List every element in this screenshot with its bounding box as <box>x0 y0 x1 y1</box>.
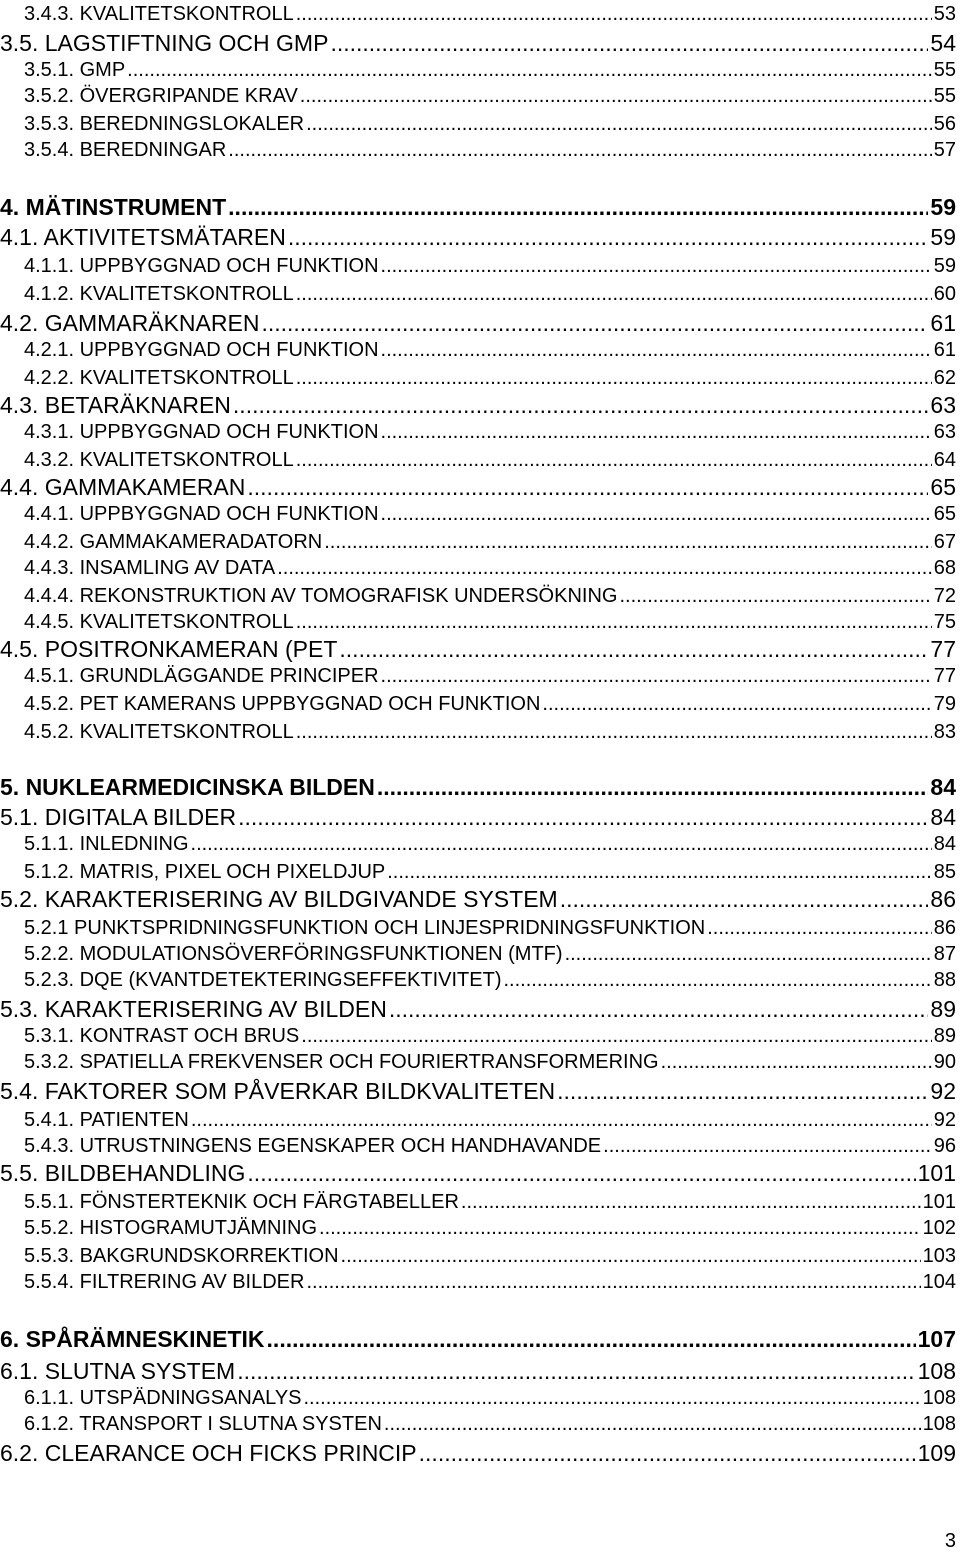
toc-entry-page: 64 <box>933 449 956 471</box>
toc-entry <box>0 1328 956 1351</box>
toc-entry-title: 4.4.1. UPPBYGGNAD OCH FUNKTION <box>24 503 379 525</box>
dot-leader <box>296 284 932 304</box>
toc-entry-title: 4.4.4. REKONSTRUKTION AV TOMOGRAFISK UNDERSÖKNING <box>24 585 618 607</box>
dot-leader <box>377 776 929 799</box>
toc-entry-page: 86 <box>933 917 956 939</box>
dot-leader <box>557 1080 928 1103</box>
toc-entry-page: 59 <box>930 224 956 250</box>
toc-entry-title: 4.5. POSITRONKAMERAN (PET <box>0 636 338 662</box>
dot-leader <box>661 1052 932 1072</box>
toc-entry <box>24 4 956 24</box>
toc-entry-title: 5.5.4. FILTRERING AV BILDER <box>24 1271 305 1293</box>
dot-leader <box>381 504 932 524</box>
toc-entry-title: 3.5.4. BEREDNINGAR <box>24 139 227 161</box>
dot-leader <box>191 1110 932 1130</box>
toc-entry-page: 88 <box>933 969 956 991</box>
toc-entry-page: 75 <box>933 611 956 633</box>
dot-leader <box>267 1328 916 1351</box>
toc-entry <box>0 32 956 55</box>
toc-entry-title: 6.2. CLEARANCE OCH FICKS PRINCIP <box>0 1440 417 1466</box>
toc-entry-title: 4.3.1. UPPBYGGNAD OCH FUNKTION <box>24 421 379 443</box>
toc-entry-title: 5.2.3. DQE (KVANTDETEKTERINGSEFFEKTIVITET) <box>24 969 502 991</box>
toc-entry-page: 107 <box>917 1326 956 1352</box>
toc-entry <box>0 394 956 417</box>
toc-entry-page: 86 <box>930 886 956 912</box>
toc-entry-title: 6.1.2. TRANSPORT I SLUTNA SYSTEN <box>24 1413 382 1435</box>
toc-entry-title: 4. MÄTINSTRUMENT <box>0 194 227 220</box>
dot-leader <box>381 256 932 276</box>
toc-entry <box>0 226 956 249</box>
dot-leader <box>127 60 932 80</box>
toc-entry-page: 108 <box>922 1413 956 1435</box>
dot-leader <box>247 1162 915 1185</box>
dot-leader <box>261 312 928 335</box>
toc-entry-page: 65 <box>933 503 956 525</box>
toc-entry-title: 4.2.1. UPPBYGGNAD OCH FUNKTION <box>24 339 379 361</box>
toc-entry <box>0 476 956 499</box>
toc-entry <box>24 140 956 160</box>
dot-leader <box>296 722 932 742</box>
toc-entry-title: 5.1.1. INLEDNING <box>24 833 189 855</box>
toc-entry-page: 68 <box>933 557 956 579</box>
toc-entry-page: 101 <box>917 1160 956 1186</box>
toc-entry <box>0 1360 956 1383</box>
toc-entry-page: 63 <box>933 421 956 443</box>
dot-leader <box>461 1192 921 1212</box>
toc-entry <box>24 1110 956 1130</box>
toc-entry <box>24 114 956 134</box>
toc-entry <box>24 532 956 552</box>
toc-entry-page: 84 <box>930 774 956 800</box>
toc-entry-title: 5.3. KARAKTERISERING AV BILDEN <box>0 996 387 1022</box>
toc-entry-title: 4.4.5. KVALITETSKONTROLL <box>24 611 294 633</box>
page-number: 3 <box>944 1530 956 1552</box>
toc-entry-page: 67 <box>933 531 956 553</box>
dot-leader <box>381 422 932 442</box>
toc-entry-page: 56 <box>933 113 956 135</box>
dot-leader <box>296 4 932 24</box>
toc-entry <box>0 888 956 911</box>
toc-entry-page: 79 <box>933 693 956 715</box>
toc-entry-page: 60 <box>933 283 956 305</box>
toc-entry <box>24 666 956 686</box>
toc-entry-title: 5.5.2. HISTOGRAMUTJÄMNING <box>24 1217 318 1239</box>
toc-entry <box>24 722 956 742</box>
toc-entry <box>0 312 956 335</box>
toc-entry-page: 108 <box>917 1358 956 1384</box>
dot-leader <box>565 944 932 964</box>
toc-entry <box>24 284 956 304</box>
toc-entry-title: 4.1. AKTIVITETSMÄTAREN <box>0 224 286 250</box>
toc-entry-title: 5.5.1. FÖNSTERTEKNIK OCH FÄRGTABELLER <box>24 1191 459 1213</box>
toc-entry-title: 3.5.3. BEREDNINGSLOKALER <box>24 113 305 135</box>
dot-leader <box>228 196 928 219</box>
toc-entry <box>24 504 956 524</box>
toc-entry-title: 5.5.3. BAKGRUNDSKORREKTION <box>24 1245 339 1267</box>
dot-leader <box>341 1246 921 1266</box>
dot-leader <box>247 476 928 499</box>
toc-entry-page: 55 <box>933 85 956 107</box>
toc-entry <box>24 340 956 360</box>
toc-entry-title: 6.1.1. UTSPÄDNINGSANALYS <box>24 1387 302 1409</box>
toc-entry <box>0 1162 956 1185</box>
toc-entry-title: 4.1.1. UPPBYGGNAD OCH FUNKTION <box>24 255 379 277</box>
dot-leader <box>381 666 932 686</box>
toc-entry <box>0 1442 956 1465</box>
toc-entry-title: 4.5.1. GRUNDLÄGGANDE PRINCIPER <box>24 665 379 687</box>
toc-entry-title: 5.5. BILDBEHANDLING <box>0 1160 246 1186</box>
dot-leader <box>503 970 931 990</box>
toc-entry-title: 3.5.1. GMP <box>24 59 126 81</box>
toc-entry-page: 87 <box>933 943 956 965</box>
toc-entry <box>24 86 956 106</box>
toc-entry-title: 5.1.2. MATRIS, PIXEL OCH PIXELDJUP <box>24 861 386 883</box>
dot-leader <box>306 114 932 134</box>
dot-leader <box>389 998 929 1021</box>
dot-leader <box>296 368 932 388</box>
dot-leader <box>288 226 929 249</box>
toc-entry <box>24 1414 956 1434</box>
dot-leader <box>339 638 928 661</box>
toc-entry <box>24 612 956 632</box>
toc-entry-title: 4.4.3. INSAMLING AV DATA <box>24 557 276 579</box>
toc-entry-page: 89 <box>930 996 956 1022</box>
toc-entry-title: 5.4.1. PATIENTEN <box>24 1109 189 1131</box>
toc-entry <box>0 1080 956 1103</box>
toc-entry-page: 89 <box>933 1025 956 1047</box>
toc-entry-page: 102 <box>922 1217 956 1239</box>
toc-entry <box>0 998 956 1021</box>
toc-entry <box>24 1388 956 1408</box>
toc-entry-title: 6.1. SLUTNA SYSTEM <box>0 1358 236 1384</box>
toc-entry <box>0 806 956 829</box>
toc-entry-title: 5.2. KARAKTERISERING AV BILDGIVANDE SYSTEM <box>0 886 558 912</box>
toc-entry <box>24 1272 956 1292</box>
dot-leader <box>560 888 929 911</box>
dot-leader <box>603 1136 932 1156</box>
toc-entry-title: 5.2.1 PUNKTSPRIDNINGSFUNKTION OCH LINJESPRIDNINGSFUNKTION <box>24 917 706 939</box>
dot-leader <box>277 558 932 578</box>
toc-entry-title: 5.3.1. KONTRAST OCH BRUS <box>24 1025 300 1047</box>
toc-entry-page: 101 <box>922 1191 956 1213</box>
dot-leader <box>301 1026 931 1046</box>
toc-entry <box>24 1052 956 1072</box>
dot-leader <box>387 862 932 882</box>
dot-leader <box>296 612 932 632</box>
toc-entry-page: 61 <box>933 339 956 361</box>
toc-entry-page: 55 <box>933 59 956 81</box>
toc-entry-page: 85 <box>933 861 956 883</box>
toc-entry <box>24 1246 956 1266</box>
dot-leader <box>324 532 932 552</box>
toc-entry-page: 109 <box>917 1440 956 1466</box>
toc-entry-page: 63 <box>930 392 956 418</box>
toc-entry-title: 4.1.2. KVALITETSKONTROLL <box>24 283 294 305</box>
toc-entry-title: 3.5. LAGSTIFTNING OCH GMP <box>0 30 329 56</box>
toc-entry-title: 6. SPÅRÄMNESKINETIK <box>0 1326 265 1352</box>
dot-leader <box>233 394 928 417</box>
dot-leader <box>384 1414 921 1434</box>
toc-entry-page: 77 <box>933 665 956 687</box>
dot-leader <box>237 1360 915 1383</box>
toc-entry-title: 4.5.2. KVALITETSKONTROLL <box>24 721 294 743</box>
toc-entry-page: 57 <box>933 139 956 161</box>
dot-leader <box>319 1218 921 1238</box>
toc-entry-title: 4.2.2. KVALITETSKONTROLL <box>24 367 294 389</box>
toc-entry-title: 5.3.2. SPATIELLA FREKVENSER OCH FOURIERTRANSFORMERING <box>24 1051 659 1073</box>
dot-leader <box>619 586 931 606</box>
toc-entry-title: 5.4.3. UTRUSTNINGENS EGENSKAPER OCH HANDHAVANDE <box>24 1135 602 1157</box>
toc-entry-page: 84 <box>933 833 956 855</box>
toc-entry-page: 65 <box>930 474 956 500</box>
toc-entry-page: 59 <box>933 255 956 277</box>
toc-entry <box>0 196 956 219</box>
toc-entry-page: 92 <box>933 1109 956 1131</box>
toc-entry-page: 61 <box>930 310 956 336</box>
toc-entry-title: 5.4. FAKTORER SOM PÅVERKAR BILDKVALITETEN <box>0 1078 556 1104</box>
toc-entry <box>24 694 956 714</box>
toc-entry-title: 4.4. GAMMAKAMERAN <box>0 474 246 500</box>
toc-entry <box>24 862 956 882</box>
toc-entry-page: 53 <box>933 3 956 25</box>
toc-entry-page: 59 <box>930 194 956 220</box>
toc-entry <box>24 1192 956 1212</box>
toc-entry-page: 90 <box>933 1051 956 1073</box>
dot-leader <box>296 450 932 470</box>
toc-entry-page: 103 <box>922 1245 956 1267</box>
toc-entry-page: 77 <box>930 636 956 662</box>
toc-entry-title: 4.4.2. GAMMAKAMERADATORN <box>24 531 323 553</box>
dot-leader <box>304 1388 921 1408</box>
dot-leader <box>238 806 928 829</box>
toc-entry-page: 84 <box>930 804 956 830</box>
toc-entry <box>24 944 956 964</box>
toc-entry <box>0 638 956 661</box>
toc-entry-title: 4.5.2. PET KAMERANS UPPBYGGNAD OCH FUNKTION <box>24 693 541 715</box>
dot-leader <box>191 834 932 854</box>
toc-entry <box>24 60 956 80</box>
toc-entry-page: 108 <box>922 1387 956 1409</box>
toc-entry <box>24 450 956 470</box>
dot-leader <box>707 918 932 938</box>
dot-leader <box>228 140 931 160</box>
toc-entry <box>24 970 956 990</box>
toc-entry <box>24 422 956 442</box>
dot-leader <box>542 694 931 714</box>
toc-entry <box>24 1136 956 1156</box>
toc-entry-page: 83 <box>933 721 956 743</box>
toc-entry-title: 5. NUKLEARMEDICINSKA BILDEN <box>0 774 375 800</box>
toc-entry-title: 3.5.2. ÖVERGRIPANDE KRAV <box>24 85 298 107</box>
toc-entry <box>24 558 956 578</box>
toc-entry <box>24 918 956 938</box>
toc-entry <box>24 834 956 854</box>
toc-entry-title: 4.3.2. KVALITETSKONTROLL <box>24 449 294 471</box>
toc-entry <box>24 1026 956 1046</box>
dot-leader <box>330 32 928 55</box>
toc-entry <box>24 586 956 606</box>
toc-entry-title: 4.3. BETARÄKNAREN <box>0 392 231 418</box>
dot-leader <box>306 1272 920 1292</box>
toc-entry-title: 3.4.3. KVALITETSKONTROLL <box>24 3 294 25</box>
toc-entry <box>24 368 956 388</box>
toc-entry-title: 5.2.2. MODULATIONSÖVERFÖRINGSFUNKTIONEN (MTF) <box>24 943 563 965</box>
toc-entry <box>24 1218 956 1238</box>
toc-entry-page: 54 <box>930 30 956 56</box>
toc-entry-page: 96 <box>933 1135 956 1157</box>
toc-entry-page: 72 <box>933 585 956 607</box>
toc-entry-page: 62 <box>933 367 956 389</box>
dot-leader <box>381 340 932 360</box>
toc-entry-title: 5.1. DIGITALA BILDER <box>0 804 237 830</box>
toc-entry-title: 4.2. GAMMARÄKNAREN <box>0 310 260 336</box>
toc-entry-page: 92 <box>930 1078 956 1104</box>
toc-entry-page: 104 <box>922 1271 956 1293</box>
toc-entry <box>24 256 956 276</box>
dot-leader <box>419 1442 916 1465</box>
dot-leader <box>300 86 932 106</box>
toc-entry <box>0 776 956 799</box>
